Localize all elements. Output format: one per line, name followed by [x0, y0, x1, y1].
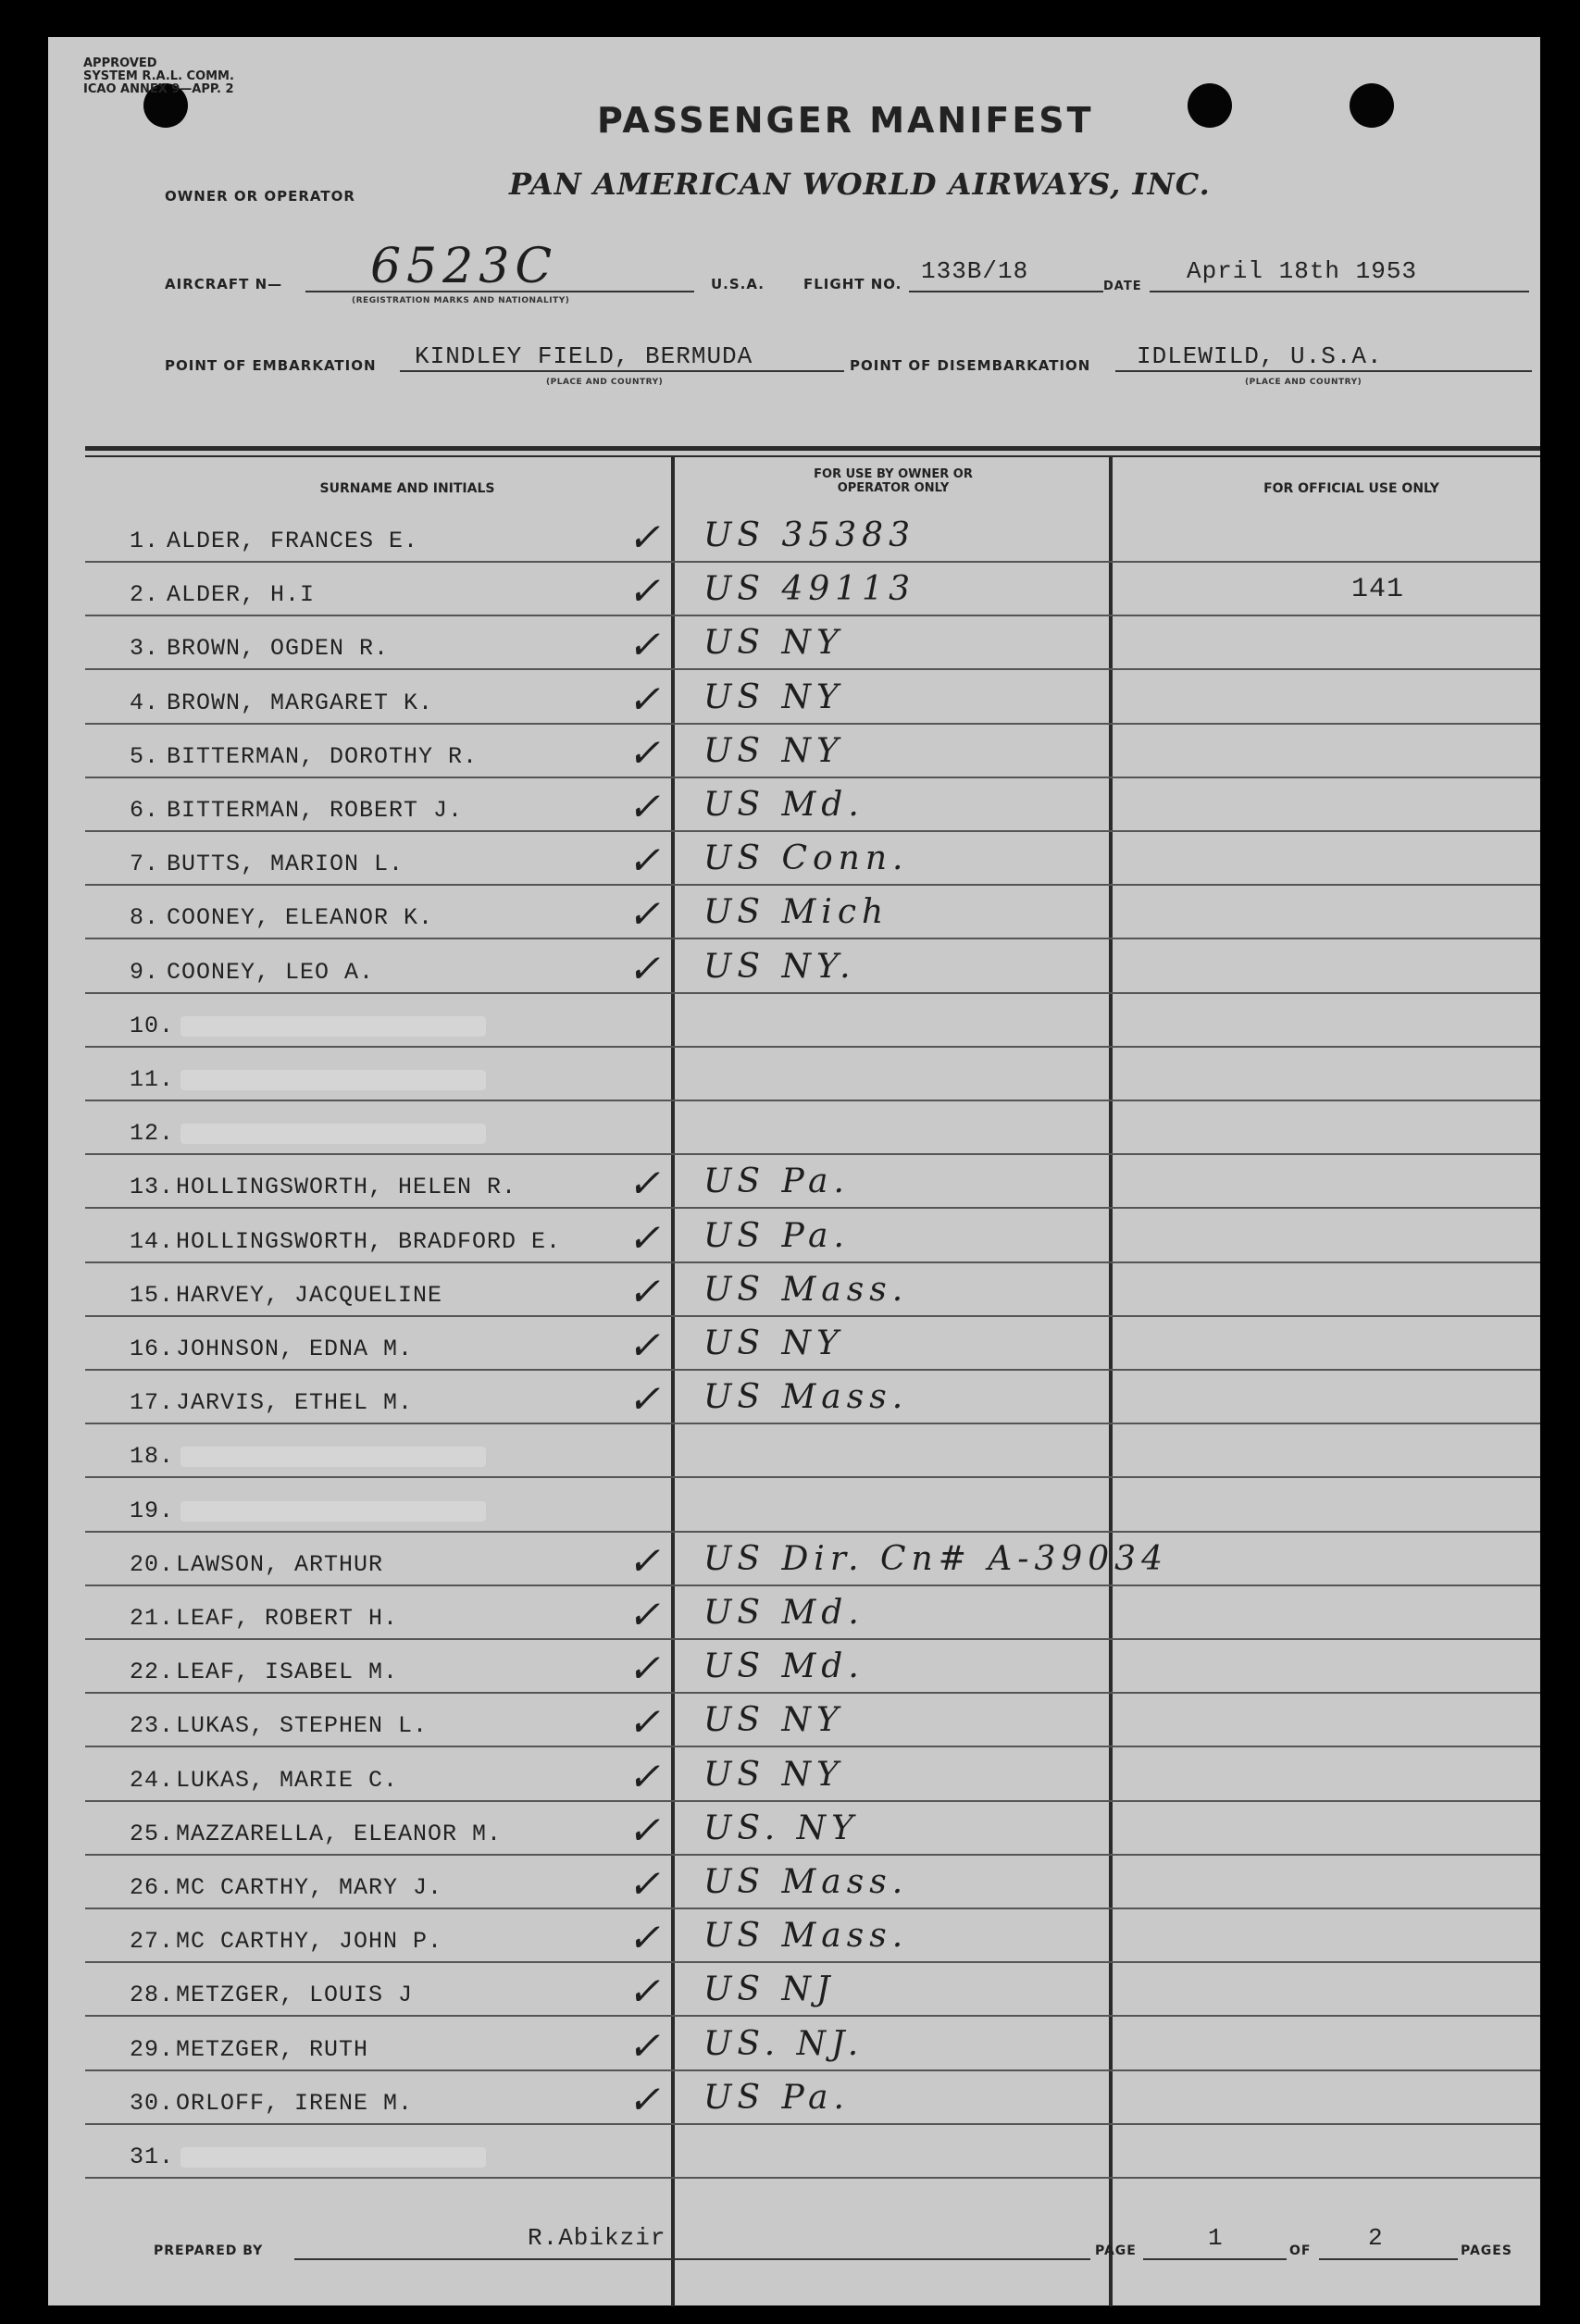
row-number: 20.	[130, 1551, 175, 1578]
row-number: 22.	[130, 1659, 175, 1685]
redacted-entry	[180, 1447, 486, 1467]
total-pages: 2	[1368, 2224, 1384, 2252]
check-mark: ✓	[628, 891, 661, 937]
check-mark: ✓	[628, 1161, 661, 1206]
check-mark: ✓	[628, 2077, 661, 2122]
check-mark: ✓	[628, 730, 661, 776]
table-top-rule	[85, 446, 1540, 451]
row-divider	[85, 1585, 1540, 1586]
row-number: 5.	[130, 743, 160, 770]
embark-label: POINT OF EMBARKATION	[165, 357, 377, 374]
operator-note: US NY	[703, 624, 844, 662]
passenger-name: MAZZARELLA, ELEANOR M.	[176, 1821, 503, 1847]
operator-note: US. NJ.	[703, 2025, 865, 2063]
check-mark: ✓	[628, 1699, 661, 1745]
row-number: 31.	[130, 2144, 175, 2170]
check-mark: ✓	[628, 1754, 661, 1799]
approval-line: ICAO ANNEX 9—APP. 2	[83, 82, 234, 96]
passenger-name: HARVEY, JACQUELINE	[176, 1282, 443, 1309]
disembark-underline	[1115, 370, 1532, 372]
operator-note: US NY	[703, 1324, 844, 1362]
passenger-name: HOLLINGSWORTH, HELEN R.	[176, 1174, 517, 1200]
operator-note: US Md.	[703, 1594, 865, 1632]
row-divider	[85, 1153, 1540, 1155]
owner-label: OWNER OR OPERATOR	[165, 188, 355, 205]
check-mark: ✓	[628, 838, 661, 883]
row-divider	[85, 1746, 1540, 1747]
check-mark: ✓	[628, 515, 661, 560]
prepared-label: PREPARED BY	[154, 2243, 264, 2258]
approval-line: SYSTEM R.A.L. COMM.	[83, 69, 234, 83]
row-number: 23.	[130, 1712, 175, 1739]
operator-note: US Pa.	[703, 2079, 850, 2117]
row-divider	[85, 2123, 1540, 2125]
pages-label: PAGES	[1461, 2243, 1512, 2258]
row-number: 3.	[130, 635, 160, 662]
col-header-owner-use: FOR USE BY OWNER OR OPERATOR ONLY	[814, 467, 973, 495]
row-divider	[85, 938, 1540, 939]
operator-note: US NY	[703, 1756, 844, 1794]
operator-note: US. NY	[703, 1809, 859, 1847]
row-number: 30.	[130, 2090, 175, 2117]
embark-underline	[400, 370, 844, 372]
date-label: DATE	[1103, 280, 1142, 293]
check-mark: ✓	[628, 622, 661, 667]
passenger-name: HOLLINGSWORTH, BRADFORD E.	[176, 1228, 562, 1255]
row-divider	[85, 1100, 1540, 1101]
passenger-name: LAWSON, ARTHUR	[176, 1551, 384, 1578]
row-number: 12.	[130, 1120, 175, 1147]
row-divider	[85, 777, 1540, 778]
disembark-value: IDLEWILD, U.S.A.	[1137, 342, 1383, 370]
row-divider	[85, 830, 1540, 832]
date-value: April 18th 1953	[1187, 257, 1418, 285]
row-number: 2.	[130, 581, 160, 608]
operator-note: US NY	[703, 678, 844, 716]
check-mark: ✓	[628, 1915, 661, 1960]
row-divider	[85, 1800, 1540, 1802]
flight-underline	[909, 291, 1103, 292]
row-number: 8.	[130, 904, 160, 931]
punch-hole	[1350, 83, 1394, 128]
operator-note: US 35383	[703, 516, 915, 554]
row-number: 25.	[130, 1821, 175, 1847]
passenger-name: JARVIS, ETHEL M.	[176, 1389, 414, 1416]
redacted-entry	[180, 2147, 486, 2168]
check-mark: ✓	[628, 1808, 661, 1853]
passenger-name: MC CARTHY, JOHN P.	[176, 1928, 443, 1955]
operator-note: US Pa.	[703, 1162, 850, 1200]
passenger-name: BITTERMAN, DOROTHY R.	[167, 743, 479, 770]
passenger-name: LEAF, ROBERT H.	[176, 1605, 399, 1632]
row-number: 19.	[130, 1498, 175, 1524]
operator-note: US Conn.	[703, 839, 909, 877]
passenger-name: METZGER, RUTH	[176, 2036, 369, 2063]
place-caption: (PLACE AND COUNTRY)	[546, 378, 664, 387]
passenger-name: LUKAS, MARIE C.	[176, 1767, 399, 1794]
row-number: 15.	[130, 1282, 175, 1309]
passenger-name: BROWN, MARGARET K.	[167, 690, 434, 716]
prepared-value: R.Abikzir	[528, 2224, 666, 2252]
row-divider	[85, 561, 1540, 563]
row-number: 10.	[130, 1013, 175, 1039]
page-title: PASSENGER MANIFEST	[597, 100, 1094, 141]
row-number: 17.	[130, 1389, 175, 1416]
row-divider	[85, 1476, 1540, 1478]
operator-note: US Mass.	[703, 1378, 909, 1416]
approval-stamp	[83, 57, 234, 96]
check-mark: ✓	[628, 1376, 661, 1422]
disembark-label: POINT OF DISEMBARKATION	[850, 357, 1091, 374]
operator-note: US Pa.	[703, 1217, 850, 1255]
passenger-name: COONEY, ELEANOR K.	[167, 904, 434, 931]
operator-note: US NJ	[703, 1970, 836, 2008]
operator-note: US NY	[703, 732, 844, 770]
operator-note: US Dir. Cn# A-39034	[703, 1540, 1168, 1578]
row-number: 7.	[130, 851, 160, 877]
row-divider	[85, 1369, 1540, 1371]
check-mark: ✓	[628, 946, 661, 991]
row-divider	[85, 1423, 1540, 1424]
row-divider	[85, 1638, 1540, 1640]
col-header-official-use: FOR OFFICIAL USE ONLY	[1263, 481, 1439, 496]
check-mark: ✓	[628, 1538, 661, 1584]
passenger-name: METZGER, LOUIS J	[176, 1982, 414, 2008]
row-number: 26.	[130, 1874, 175, 1901]
passenger-name: ALDER, FRANCES E.	[167, 528, 419, 554]
row-divider	[85, 668, 1540, 670]
passenger-name: BITTERMAN, ROBERT J.	[167, 797, 464, 824]
operator-note: US Md.	[703, 786, 865, 824]
redacted-entry	[180, 1016, 486, 1037]
approval-line: APPROVED	[83, 56, 157, 70]
check-mark: ✓	[628, 1646, 661, 1691]
passenger-name: LUKAS, STEPHEN L.	[176, 1712, 429, 1739]
date-underline	[1150, 291, 1529, 292]
check-mark: ✓	[628, 2023, 661, 2069]
redacted-entry	[180, 1070, 486, 1090]
row-divider	[85, 1908, 1540, 1909]
passenger-name: BUTTS, MARION L.	[167, 851, 404, 877]
passenger-name: LEAF, ISABEL M.	[176, 1659, 399, 1685]
page-number: 1	[1208, 2224, 1224, 2252]
row-divider	[85, 1315, 1540, 1317]
row-divider	[85, 992, 1540, 994]
usa-label: U.S.A.	[711, 276, 765, 292]
col-header-surname: SURNAME AND INITIALS	[319, 481, 495, 496]
row-number: 29.	[130, 2036, 175, 2063]
column-divider	[1109, 457, 1113, 2306]
row-divider	[85, 2015, 1540, 2017]
row-divider	[85, 884, 1540, 886]
flight-value: 133B/18	[921, 257, 1029, 285]
page-underline	[1143, 2258, 1287, 2260]
redacted-entry	[180, 1501, 486, 1522]
operator-note: US Mass.	[703, 1863, 909, 1901]
row-number: 11.	[130, 1066, 175, 1093]
row-number: 14.	[130, 1228, 175, 1255]
prepared-underline	[294, 2258, 1090, 2260]
flight-label: FLIGHT NO.	[803, 276, 902, 292]
row-divider	[85, 615, 1540, 616]
row-divider	[85, 1207, 1540, 1209]
row-divider	[85, 1046, 1540, 1048]
passenger-name: BROWN, OGDEN R.	[167, 635, 390, 662]
passenger-name: MC CARTHY, MARY J.	[176, 1874, 443, 1901]
place-caption: (PLACE AND COUNTRY)	[1245, 378, 1362, 387]
operator-note: US Mich	[703, 893, 890, 931]
page-label: PAGE	[1095, 2243, 1137, 2258]
passenger-name: JOHNSON, EDNA M.	[176, 1336, 414, 1362]
operator-note: US Mass.	[703, 1271, 909, 1309]
operator-note: US NY	[703, 1701, 844, 1739]
row-number: 6.	[130, 797, 160, 824]
check-mark: ✓	[628, 568, 661, 614]
registration-caption: (REGISTRATION MARKS AND NATIONALITY)	[352, 296, 570, 305]
passenger-name: ALDER, H.I	[167, 581, 316, 608]
column-divider	[671, 457, 675, 2306]
row-number: 16.	[130, 1336, 175, 1362]
check-mark: ✓	[628, 1215, 661, 1261]
redacted-entry	[180, 1124, 486, 1144]
check-mark: ✓	[628, 1323, 661, 1368]
official-note: 141	[1351, 574, 1405, 605]
embark-value: KINDLEY FIELD, BERMUDA	[415, 342, 753, 370]
row-divider	[85, 1961, 1540, 1963]
row-number: 18.	[130, 1443, 175, 1470]
of-underline	[1319, 2258, 1458, 2260]
row-number: 28.	[130, 1982, 175, 2008]
row-number: 21.	[130, 1605, 175, 1632]
check-mark: ✓	[628, 784, 661, 829]
airline-name: PAN AMERICAN WORLD AIRWAYS, INC.	[509, 167, 1211, 202]
row-number: 9.	[130, 959, 160, 986]
punch-hole	[1188, 83, 1232, 128]
aircraft-label: AIRCRAFT N—	[165, 276, 283, 292]
row-number: 4.	[130, 690, 160, 716]
row-number: 24.	[130, 1767, 175, 1794]
row-divider	[85, 1261, 1540, 1263]
row-number: 1.	[130, 528, 160, 554]
row-divider	[85, 1854, 1540, 1856]
row-divider	[85, 1692, 1540, 1694]
passenger-name: ORLOFF, IRENE M.	[176, 2090, 414, 2117]
operator-note: US NY.	[703, 948, 856, 986]
check-mark: ✓	[628, 1861, 661, 1907]
row-number: 13.	[130, 1174, 175, 1200]
row-divider	[85, 2069, 1540, 2071]
check-mark: ✓	[628, 677, 661, 722]
aircraft-value: 6523C	[370, 239, 558, 294]
row-divider	[85, 1531, 1540, 1533]
of-label: OF	[1289, 2243, 1312, 2258]
operator-note: US Mass.	[703, 1917, 909, 1955]
row-divider	[85, 2177, 1540, 2179]
check-mark: ✓	[628, 1592, 661, 1637]
operator-note: US Md.	[703, 1647, 865, 1685]
passenger-name: COONEY, LEO A.	[167, 959, 375, 986]
row-number: 27.	[130, 1928, 175, 1955]
operator-note: US 49113	[703, 570, 915, 608]
check-mark: ✓	[628, 1969, 661, 2014]
check-mark: ✓	[628, 1269, 661, 1314]
table-top-rule-thin	[85, 455, 1540, 457]
row-divider	[85, 723, 1540, 725]
